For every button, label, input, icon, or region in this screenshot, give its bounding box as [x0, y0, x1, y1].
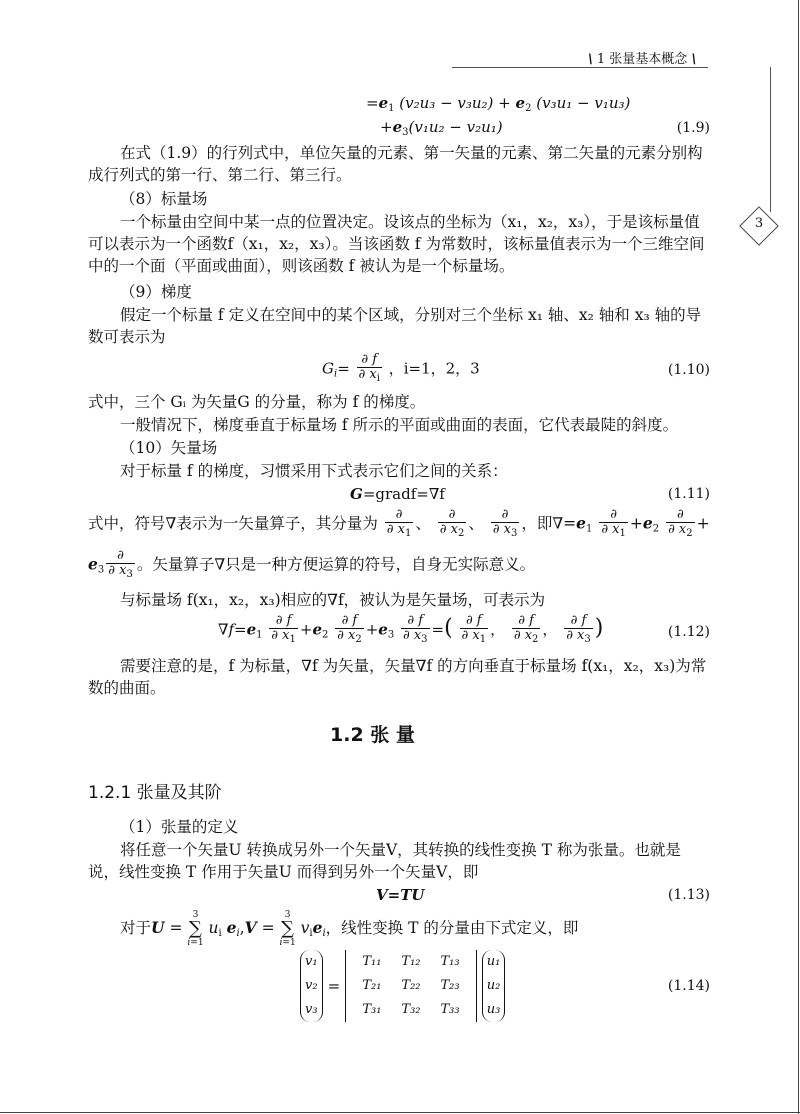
- running-header: \ 1 张量基本概念 \: [588, 52, 697, 67]
- eq-1-12-number: (1.12): [667, 624, 710, 640]
- paragraph-note: 需要注意的是，f 为标量，∇f 为矢量，矢量∇f 的方向垂直于标量场 f(x₁，x₂，x₃)为常数的曲面。: [88, 657, 707, 697]
- eq-1-12: $\nabla f=e_1$ $\frac{\partial f}{\partial x_1}$ $+e_2$ $\frac{\partial f}{\partial x_2}$ $+e_3$ $\frac{\partial f}{\partial x_3}$ =( $\frac{\partial f}{\partial x_1}$ ， $\frac{\partial f}{\partial x_2}$ ， $\frac{\partial f}{\partial x_3}$ ): [218, 613, 604, 645]
- eq-1-9-line2: $+e_3(v_1u_2 - v_2u_1)$: [380, 118, 503, 138]
- paragraph-steepest: 一般情况下，梯度垂直于标量场 f 所示的平面或曲面的表面，它代表最陡的斜度。: [120, 416, 679, 434]
- eq-1-9-number: (1.9): [676, 120, 710, 136]
- eq-1-10-number: (1.10): [667, 362, 710, 378]
- paragraph-determinant: 在式（1.9）的行列式中，单位矢量的元素、第一矢量的元素、第二矢量的元素分别构成行列式的第一行、第二行、第三行。: [88, 144, 703, 184]
- fraction-df-dxi: $\frac{\partial f}{\partial x_i}$: [358, 352, 380, 384]
- paragraph-notation: 对于标量 f 的梯度，习惯采用下式表示它们之间的关系：: [120, 462, 508, 480]
- item-scalar-field: （8）标量场: [120, 190, 208, 208]
- page-border-bottom: [0, 1112, 800, 1113]
- eq-1-14: v₁ v₂ v₃ = T₁₁ T₁₂ T₁₃ T₂₁ T₂₂ T₂₃ T₃₁ T₃₂ T₃₃ u₁ u₂ u₃: [300, 950, 505, 1022]
- eq-1-13-number: (1.13): [667, 887, 710, 903]
- section-heading-1-2: 1.2 张 量: [330, 724, 415, 746]
- item-vector-field: （10）矢量场: [120, 439, 218, 457]
- margin-rail: [770, 67, 771, 212]
- header-rule: [452, 67, 708, 68]
- eq-1-10: $G_i=$ $\frac{\partial f}{\partial x_i}$ ，i=1，2，3: [322, 352, 480, 384]
- paragraph-vector-field: 与标量场 f(x₁，x₂，x₃)相应的∇f，被认为是矢量场，可表示为: [120, 591, 546, 609]
- nabla-line: 式中，符号∇表示为一矢量算子，其分量为 $\frac{\partial}{\partial x_1}$ 、 $\frac{\partial}{\partial x_2}$ 、 $\frac{\partial}{\partial x_3}$ ，即$\nabla=e_1$ $\frac{\partial}{\partial x_1}$ $+e_2$ $\frac{\partial}{\partial x_2}$ +: [88, 507, 710, 539]
- u-vector: u₁ u₂ u₃: [482, 950, 506, 1022]
- sum-definition-line: 对于U = 3 ∑ i=1 $u_i$ $e_i,V = 3$ ∑ i=1 $v_ie_i$，线性变换 T 的分量由下式定义，即: [120, 910, 579, 948]
- page-number: 3: [754, 216, 764, 231]
- subsection-heading-1-2-1: 1.2.1 张量及其阶: [88, 783, 222, 803]
- paragraph-gradient-components: 式中，三个 Gᵢ 为矢量G 的分量，称为 f 的梯度。: [88, 393, 426, 411]
- item-tensor-definition: （1）张量的定义: [120, 818, 239, 836]
- eq-1-11: G=gradf=∇f: [350, 485, 445, 503]
- t-matrix: T₁₁ T₁₂ T₁₃ T₂₁ T₂₂ T₂₃ T₃₁ T₃₂ T₃₃: [345, 950, 476, 1022]
- nabla-line-2: $e_3$ $\frac{\partial}{\partial x_3}$ 。矢量算子∇只是一种方便运算的符号，自身无实际意义。: [88, 548, 536, 580]
- paragraph-gradient: 假定一个标量 f 定义在空间中的某个区域，分别对三个坐标 x₁ 轴、x₂ 轴和 x₃ 轴的导数可表示为: [88, 306, 702, 346]
- paragraph-scalar-field: 一个标量由空间中某一点的位置决定。设该点的坐标为（x₁，x₂，x₃），于是该标量值可以表示为一个函数f（x₁，x₂，x₃）。当该函数 f 为常数时，该标量值表示为一个三维空间中的一个面（平面或曲面），则该函数 f 被认为是一个标量场。: [88, 213, 705, 275]
- eq-1-11-number: (1.11): [667, 486, 710, 502]
- eq-1-9-line1: $=e_1$ $(v_2u_3 - v_3u_2) + e_2$ (v₃u₁ − v₁u₃): [366, 94, 631, 114]
- chapter-label: 1 张量基本概念: [596, 52, 688, 67]
- eq-1-14-number: (1.14): [667, 978, 710, 994]
- item-gradient: （9）梯度: [120, 283, 192, 301]
- v-vector: v₁ v₂ v₃: [300, 950, 323, 1022]
- page-border-right: [798, 0, 799, 1114]
- eq-1-13: V=TU: [376, 886, 425, 904]
- paragraph-tensor: 将任意一个矢量U 转换成另外一个矢量V，其转换的线性变换 T 称为张量。也就是说，线性变换 T 作用于矢量U 而得到另外一个矢量V，即: [88, 841, 681, 881]
